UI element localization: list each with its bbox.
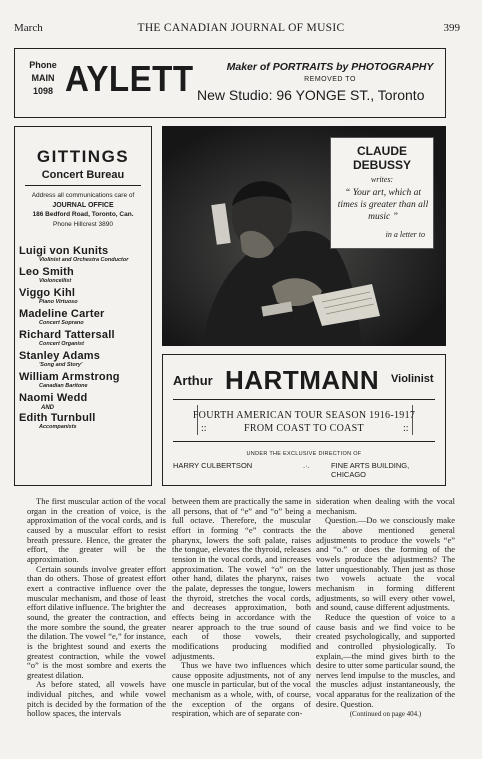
artist-name: Naomi Wedd	[19, 392, 88, 404]
address-phone: Phone Hillcrest 3890	[53, 220, 113, 228]
artist-entry	[19, 287, 151, 306]
debussy-name-line: DEBUSSY	[352, 158, 411, 172]
debussy-quote: “ Your art, which at times is greater than all music ”	[337, 188, 429, 222]
artist-role: Violinist and Orchestra Conductor	[39, 257, 129, 263]
exclusive-direction: UNDER THE EXCLUSIVE DIRECTION OF	[246, 451, 362, 457]
artist-role: 'Song and Story'	[39, 362, 83, 368]
debussy-letter: in a letter to	[385, 230, 425, 239]
address-street: 186 Bedford Road, Toronto, Can.	[32, 211, 134, 218]
artist-role: Violoncellist	[39, 278, 72, 284]
article-column-2	[172, 497, 311, 719]
manager-name: HARRY CULBERTSON	[173, 461, 253, 470]
aylett-phone	[23, 59, 63, 98]
artist-entry	[19, 392, 151, 412]
article-paragraph: Thus we have two influences which cause opposite adjustments, not of any one muscle in particular, but of the vocal mechanism as a whole, with, of course, the exception of the organs of respiration, which are of separate con-	[172, 660, 311, 719]
divider	[173, 399, 435, 400]
gittings-subtitle: Concert Bureau	[41, 169, 125, 181]
tour-coast: FROM COAST TO COAST	[244, 423, 364, 434]
aylett-studio: New Studio: 96 YONGE ST., Toronto	[197, 87, 425, 103]
continued-notice: (Continued on page 404.)	[349, 710, 422, 719]
aylett-name: AYLETT	[65, 58, 194, 99]
article-paragraph: As before stated, all vowels have individual pitches, and while vowel pitch is decided by the formation of the hollow spaces, the intervals	[27, 679, 166, 719]
tour-season: FOURTH AMERICAN TOUR SEASON 1916-1917	[192, 410, 416, 421]
hartmann-last-name: HARTMANN	[225, 365, 380, 395]
artist-role: Concert Organist	[39, 341, 84, 347]
article-paragraph: The first muscular action of the vocal organ in the creation of voice, is the approximation of the vocal cords, and is caused by a muscular effort to resist breath pressure. Hence, the greater the effort, the greater will be the approximation.	[27, 496, 166, 564]
journal-title: THE CANADIAN JOURNAL OF MUSIC	[137, 22, 345, 34]
aylett-phone-line: Phone	[29, 60, 57, 70]
artist-name: Madeline Carter	[19, 308, 105, 320]
artist-entry	[19, 371, 151, 390]
divider	[25, 185, 141, 186]
hartmann-advertisement	[162, 354, 446, 486]
article-column-1	[27, 497, 166, 719]
hartmann-first-name: Arthur	[173, 373, 213, 388]
debussy-writes: writes:	[370, 175, 394, 184]
artist-name: Luigi von Kunits	[19, 245, 109, 257]
article-paragraph: between them are practically the same in all persons, that of “e” and “o” being a full octave. Therefore, the muscular effort in forming “e” contracts the pharynx, lowers the soft palate, raises the tongue, elevates the thyroid, releases tension in the vocal cords, and increases approximation. The vowel “o” on the other hand, dilates the pharynx, raises the palate, depresses the tongue, lowers the thyroid, stretches the vocal cords, and decreases approximation, both effects being in accordance with the nearer approach to the true sound of each of those vowels, their modifications producing modified adjustments.	[172, 496, 311, 661]
artist-role: Canadian Baritone	[39, 383, 88, 389]
artist-entry	[19, 266, 151, 285]
divider	[173, 441, 435, 442]
artist-name: Leo Smith	[19, 266, 74, 278]
artist-list	[19, 245, 151, 433]
separator-dots: .·.	[303, 461, 310, 470]
artist-and: AND	[41, 405, 54, 411]
artist-entry	[19, 350, 151, 369]
artist-name: William Armstrong	[19, 371, 120, 383]
artist-entry	[19, 329, 151, 348]
artist-name: Stanley Adams	[19, 350, 101, 362]
aylett-phone-line: 1098	[32, 86, 54, 96]
aylett-advertisement	[14, 48, 446, 118]
artist-name: Viggo Kihl	[19, 287, 76, 299]
article-paragraph: Certain sounds involve greater effort than do others. Those of greatest effort exert a contractive influence over the muscular mechanism, and those of least effort dilative influence. The brighter the sound, the greater the contraction, and the more sombre the sound, the greater the dilation. The vowel “e,” for instance, is the brightest sound and exerts the greatest contraction, while the vowel “o” is the most sombre and exerts the greatest dilation.	[27, 563, 166, 680]
gittings-name: GITTINGS	[36, 147, 130, 166]
article-paragraph: sideration when dealing with the vocal mechanism.	[316, 496, 455, 516]
article-column-3	[316, 497, 455, 720]
header-month: March	[14, 22, 43, 34]
artist-entry	[19, 245, 151, 264]
address-journal: JOURNAL OFFICE	[52, 201, 114, 209]
artist-name: Edith Turnbull	[19, 412, 96, 424]
article-paragraph: Question.—Do we consciously make the above mentioned general adjustments to produce the vowels “e” and “o.” or does the forming of the vowels produce the adjustments? The latter unquestionably. Then just as those two vowels actuate the vocal mechanism in forming different adjustments, so will every other vowel, and sound, cause different adjustments.	[316, 515, 455, 613]
gittings-advertisement	[14, 126, 152, 486]
colon-mark: ::	[403, 423, 409, 434]
artist-name: Richard Tattersall	[19, 329, 115, 341]
gittings-address	[19, 191, 147, 229]
page-number: 399	[443, 22, 460, 34]
debussy-name-line: CLAUDE	[357, 144, 407, 158]
artist-entry	[19, 412, 151, 431]
article-paragraph: Reduce the question of voice to a cause basis and we find voice to be created psychologically, and supported and controlled physiologically. To explain,—the mind gives birth to the desire to utter some particular sound, the nerves lend impulse to the muscles, and the muscles adjust instantaneously, the vocal apparatus for the realization of the desire. Question.	[316, 611, 455, 709]
artist-role: Concert Soprano	[39, 320, 84, 326]
debussy-quote-card	[330, 137, 434, 249]
aylett-phone-line: MAIN	[31, 73, 55, 83]
address-intro: Address all communications care of	[31, 192, 135, 199]
colon-mark: ::	[201, 423, 207, 434]
manager-address: FINE ARTS BUILDING, CHICAGO	[331, 461, 410, 479]
artist-role: Piano Virtuoso	[39, 299, 78, 305]
aylett-tagline: Maker of PORTRAITS by PHOTOGRAPHY	[226, 61, 434, 73]
aylett-removed: REMOVED TO	[304, 76, 356, 83]
debussy-name	[331, 144, 433, 172]
artist-entry	[19, 308, 151, 327]
artist-role: Accompanists	[39, 424, 77, 430]
hartmann-role: Violinist	[391, 373, 434, 385]
